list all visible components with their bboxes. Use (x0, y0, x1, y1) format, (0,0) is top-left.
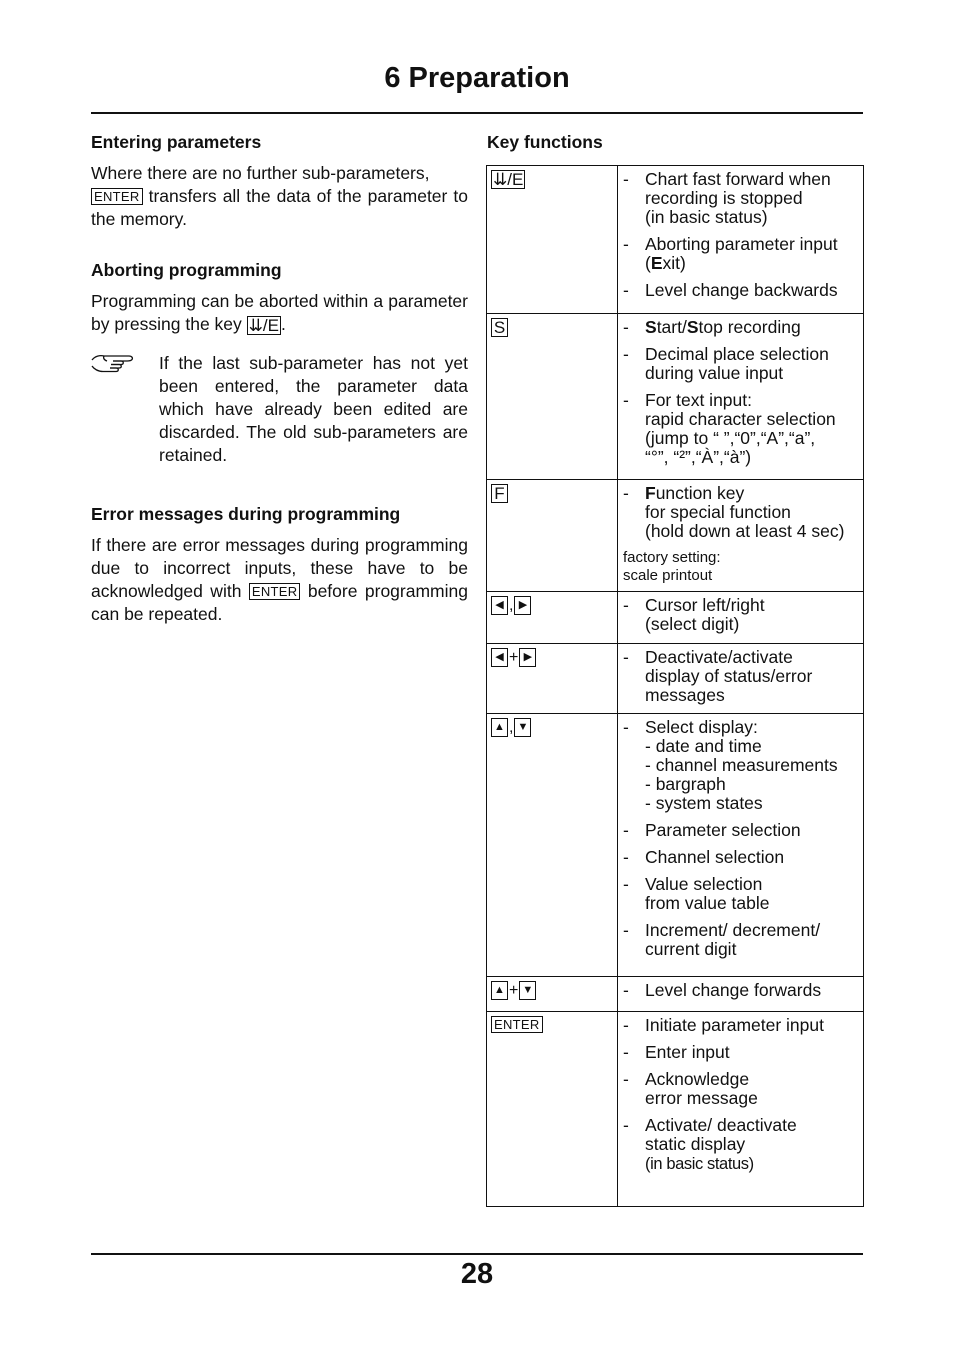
function-item (623, 1116, 858, 1174)
s-key: S (491, 318, 508, 337)
enter-key: ENTER (249, 583, 301, 600)
key-separator: + (509, 981, 519, 999)
key-functions-table (486, 165, 864, 1207)
basic-status-note: (in basic status) (645, 1155, 754, 1173)
description-cell (618, 977, 864, 1012)
key-functions-heading: Key functions (487, 132, 603, 152)
item-dash: - (623, 874, 629, 894)
description-cell (618, 480, 864, 592)
key-row (487, 1012, 864, 1207)
description-cell (618, 1012, 864, 1207)
item-text: Level change forwards (645, 980, 822, 1000)
enter-key: ENTER (491, 1016, 543, 1033)
item-text: Enter input (645, 1042, 730, 1062)
key-cell (487, 977, 618, 1012)
errors-paragraph: If there are error messages during programming due to incorrect inputs, these have to be acknowledged with ENTER before programming can be repeated. (91, 535, 468, 624)
function-item (623, 170, 858, 227)
arrow-left-key: ◀ (491, 596, 508, 615)
arrow-right-key: ▶ (514, 596, 531, 615)
item-text: Start/Stop recording (645, 317, 801, 337)
page-number: 28 (460, 1258, 494, 1290)
abort-key: ⇊/E (248, 315, 279, 335)
item-text: Channel selection (645, 847, 785, 867)
function-item (623, 718, 858, 813)
item-text: Increment/ decrement/ current digit (645, 920, 821, 959)
arrow-left-key: ◀ (491, 648, 508, 667)
key-row (487, 592, 864, 644)
key-cell (487, 644, 618, 714)
arrow-up-key: ▲ (491, 981, 508, 1000)
item-text: Chart fast forward when recording is stopped (in basic status) (645, 169, 831, 227)
item-text: Acknowledge error message (645, 1069, 758, 1108)
item-dash: - (623, 483, 629, 503)
left-column (91, 131, 468, 654)
key-row (487, 480, 864, 592)
key-cell (487, 480, 618, 592)
item-dash: - (623, 234, 629, 254)
item-dash: - (623, 344, 629, 364)
key-cell (487, 592, 618, 644)
item-text: Activate/ deactivate static display (in basic status) (645, 1115, 797, 1173)
f-key: F (491, 484, 508, 503)
pointing-hand-icon (91, 352, 159, 467)
section-entering-parameters (91, 131, 468, 231)
function-item (623, 848, 858, 867)
item-dash: - (623, 595, 629, 615)
item-text: Decimal place selection during value input (645, 344, 829, 383)
item-text: Deactivate/activate display of status/error messages (645, 647, 813, 705)
key-cell (487, 1012, 618, 1207)
item-dash: - (623, 1042, 629, 1062)
arrow-right-key: ▶ (519, 648, 536, 667)
key-row (487, 644, 864, 714)
item-text: For text input: rapid character selection (jump to “ ”,“0”,“A”,“a”, “°”, “²”,“À”,“à”) (645, 390, 836, 467)
item-text: Value selection from value table (645, 874, 770, 913)
item-dash: - (623, 1015, 629, 1035)
item-dash: - (623, 820, 629, 840)
heading-entering-parameters: Entering parameters (91, 132, 262, 152)
function-item (623, 921, 858, 959)
function-item (623, 1070, 858, 1108)
item-dash: - (623, 647, 629, 667)
page-title: 6 Preparation (384, 62, 570, 94)
item-dash: - (623, 1115, 629, 1135)
item-text: Function key for special function (hold down at least 4 sec) (645, 483, 845, 541)
item-text: Initiate parameter input (645, 1015, 824, 1035)
description-cell (618, 592, 864, 644)
key-separator: + (509, 648, 519, 666)
arrow-down-key: ▼ (519, 981, 536, 1000)
enter-key: ENTER (91, 188, 143, 205)
key-cell (487, 314, 618, 480)
aborting-paragraph: Programming can be aborted within a parameter by pressing the key ⇊/E . (91, 291, 468, 335)
arrow-up-key: ▲ (491, 718, 508, 737)
key-row (487, 314, 864, 480)
item-dash: - (623, 280, 629, 300)
item-dash: - (623, 317, 629, 337)
description-cell (618, 644, 864, 714)
item-dash: - (623, 717, 629, 737)
item-dash: - (623, 847, 629, 867)
function-item (623, 821, 858, 840)
description-cell (618, 166, 864, 314)
note-text: If the last sub-parameter has not yet been entered, the parameter data which have already been edited are discarded. The old sub-parameters are retained. (159, 353, 468, 465)
function-item (623, 981, 858, 1000)
key-cell (487, 166, 618, 314)
arrow-down-key: ▼ (514, 718, 531, 737)
function-item (623, 596, 858, 634)
heading-aborting-programming: Aborting programming (91, 260, 282, 280)
key-row (487, 166, 864, 314)
factory-setting-note: factory setting: scale printout (623, 549, 721, 584)
function-item (623, 648, 858, 705)
item-text: Select display: - date and time - channel measurements - bargraph - system states (645, 717, 838, 813)
key-cell (487, 714, 618, 977)
item-text: Cursor left/right (select digit) (645, 595, 765, 634)
item-dash: - (623, 1069, 629, 1089)
item-text: Level change backwards (645, 280, 838, 300)
entering-paragraph: Where there are no further sub-parameters, ENTER transfers all the data of the parameter to the memory. (91, 163, 468, 229)
key-separator: , (509, 596, 514, 614)
item-text: Parameter selection (645, 820, 801, 840)
function-item (623, 875, 858, 913)
function-item (623, 345, 858, 383)
item-dash: - (623, 920, 629, 940)
function-item (623, 318, 858, 337)
item-dash: - (623, 390, 629, 410)
item-dash: - (623, 169, 629, 189)
description-cell (618, 714, 864, 977)
key-row (487, 977, 864, 1012)
key-separator: , (509, 718, 514, 736)
function-item (623, 1016, 858, 1035)
description-cell (618, 314, 864, 480)
heading-error-messages: Error messages during programming (91, 504, 401, 524)
function-item (623, 281, 858, 300)
top-rule (91, 112, 863, 114)
function-item (623, 484, 858, 541)
function-item (623, 1043, 858, 1062)
key-row (487, 714, 864, 977)
note-block (91, 352, 468, 467)
section-error-messages (91, 503, 468, 626)
function-item (623, 391, 858, 467)
function-item (623, 235, 858, 273)
item-text: Aborting parameter input (Exit) (645, 234, 838, 273)
section-aborting-programming (91, 259, 468, 336)
abort-key: ⇊/E (493, 170, 524, 189)
bottom-rule (91, 1253, 863, 1255)
item-dash: - (623, 980, 629, 1000)
